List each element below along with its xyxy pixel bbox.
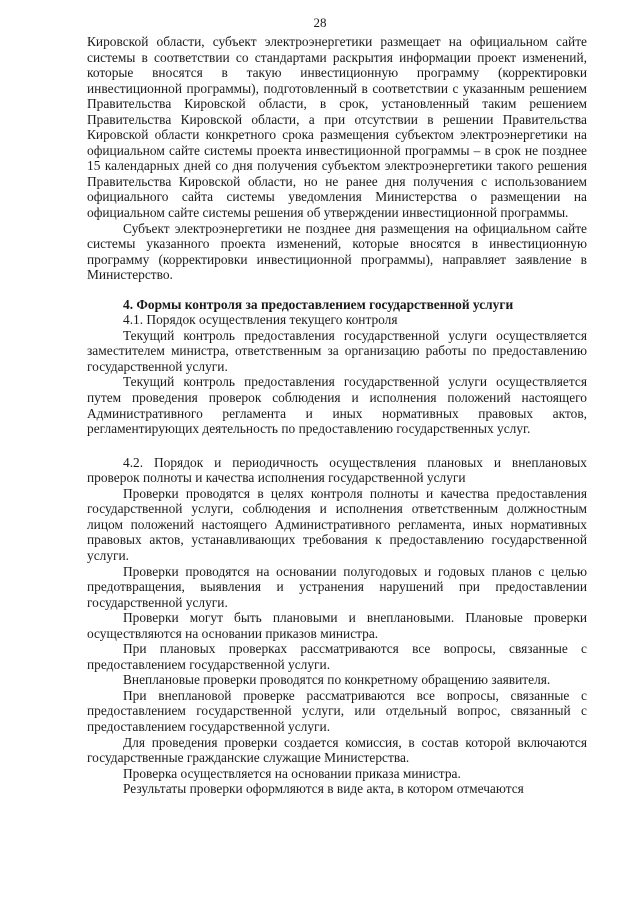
paragraph: 4.2. Порядок и периодичность осуществления плановых и внеплановых проверок полноты и качества исполнения государственной услуги (87, 454, 587, 486)
paragraph: 4.1. Порядок осуществления текущего контроля (123, 312, 398, 328)
paragraph: Субъект электроэнергетики не позднее дня размещения на официальном сайте системы указанного проекта изменений, которые вносятся в инвестиционную программу (корректировки инвестиционной программы), направляет заявление в Министерство. (87, 220, 587, 283)
paragraph: Текущий контроль предоставления государственной услуги осуществляется путем проведения проверок соблюдения и исполнения положений настоящего Административного регламента и иных нормативных правовых актов, регламентирующих деятельность по предоставлению государственных услуг. (87, 374, 587, 437)
paragraph: Для проведения проверки создается комиссия, в состав которой включаются государственные гражданские служащие Министерства. (87, 734, 587, 766)
spacer (87, 437, 587, 455)
paragraph: Результаты проверки оформляются в виде акта, в котором отмечаются (123, 781, 524, 797)
paragraph: При внеплановой проверке рассматриваются все вопросы, связанные с предоставлением государственной услуги, или отдельный вопрос, связанный с предоставлением государственной услуги. (87, 687, 587, 734)
paragraph: Проверки проводятся в целях контроля полноты и качества предоставления государственной услуги, соблюдения и исполнения ответственным должностным лицом положений настоящего Административного регламента, иных нормативных правовых актов, устанавливающих требования к предоставлению государственной услуги. (87, 485, 587, 563)
paragraph: Кировской области, субъект электроэнергетики размещает на официальном сайте системы в соответствии со стандартами раскрытия информации проект изменений, которые вносятся в такую инвестиционную программу (корректировки инвестиционной программы), подготовленный в соответствии с указанным решением Правительства Кировской области, в срок, установленный таким решением Правительства Кировской области, а при отсутствии в решении Правительства Кировской области конкретного срока размещения субъектом электроэнергетики на официальном сайте системы проекта инвестиционной программы – в срок не позднее 15 календарных дней со дня получения субъектом электроэнергетики такого решения Правительства Кировской области, но не ранее дня получения с использованием официального сайта системы уведомления Министерства о размещении на официальном сайте системы решения об утверждении инвестиционной программы. (87, 34, 587, 221)
paragraph: При плановых проверках рассматриваются все вопросы, связанные с предоставлением государственной услуги. (87, 641, 587, 672)
page-number: 28 (313, 15, 327, 30)
spacer (87, 283, 587, 297)
section-heading: 4. Формы контроля за предоставлением государственной услуги (123, 296, 514, 312)
paragraph: Внеплановые проверки проводятся по конкретному обращению заявителя. (123, 672, 551, 688)
paragraph: Проверки проводятся на основании полугодовых и годовых планов с целью предотвращения, выявления и устранения нарушений при предоставлении государственной услуги. (87, 563, 587, 610)
paragraph: Текущий контроль предоставления государственной услуги осуществляется заместителем министра, ответственным за организацию работы по предоставлению государственной услуги. (87, 327, 587, 374)
document-body (87, 34, 587, 797)
paragraph: Проверка осуществляется на основании приказа министра. (123, 765, 461, 781)
paragraph: Проверки могут быть плановыми и внеплановыми. Плановые проверки осуществляются на основании приказов министра. (87, 610, 587, 641)
